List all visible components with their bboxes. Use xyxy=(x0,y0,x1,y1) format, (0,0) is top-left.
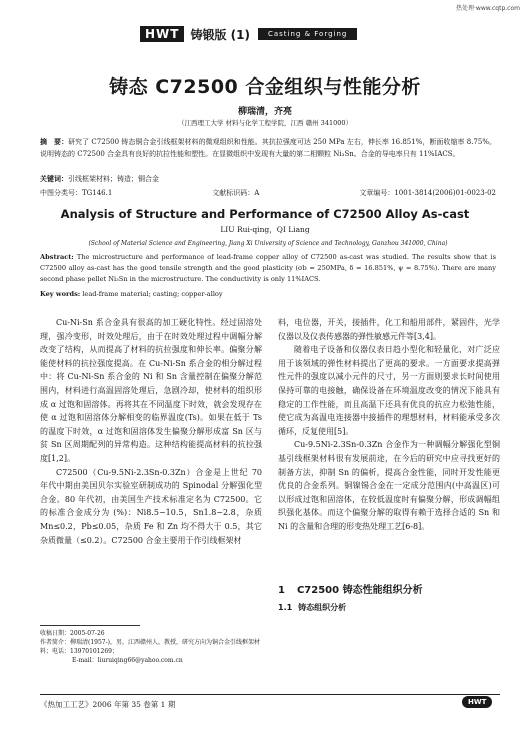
body-column-right xyxy=(278,316,500,534)
journal-logo: HWT xyxy=(140,26,184,42)
keywords-cn xyxy=(40,174,496,184)
abstract-en-label: Abstract: xyxy=(40,253,74,261)
author-bio: 作者简介：柳瑞清(1957-)，男，江西赣州人，教授，研究方向为铜合金引线框架材料；电话：13970101269； xyxy=(40,639,260,655)
abstract-cn xyxy=(40,136,496,160)
journal-citation: 《热加工工艺》2006 年第 35 卷第 1 期 xyxy=(40,700,176,709)
footnote-divider xyxy=(40,625,140,626)
abstract-cn-label: 摘 要： xyxy=(40,137,69,146)
section-name-en: Casting & Forging xyxy=(258,28,357,40)
keywords-en-text: lead-frame material; casting; copper-alloy xyxy=(82,290,223,298)
abstract-en xyxy=(40,252,496,285)
affiliation-en: (School of Material Science and Engineering, Jiang Xi University of Science and Technology, Ganzhou 341000, China) xyxy=(88,240,448,247)
article-title-cn: 铸态 C72500 合金组织与性能分析 xyxy=(109,76,421,98)
article-title-en: Analysis of Structure and Performance of C72500 Alloy As-cast xyxy=(60,207,470,221)
site-url: 热处理·www.cqtp.com xyxy=(456,5,520,12)
article-number: 文章编号：1001-3814(2006)01-0023-02 xyxy=(359,189,496,197)
page-logo-badge: HWT xyxy=(462,696,492,708)
body-paragraph: Cu-9.5Ni-2.3Sn-0.3Zn 合金作为一种调幅分解强化型铜基引线框架材料很有发展前途，在今后的研究中应寻找更好的制备方法，抑制 Sn 的偏析，提高合金性能，同时开发性能更优良的合金系列。铜镍锡合金在一定成分范围内(中高温区)可以形成过饱和固溶体，在较低温度时有偏聚分解，形成调幅组织强化基体。而这个偏聚分解的取得有赖于选择合适的 Sn 和 Ni 的含量和合理的形变热处理工艺[6-8]。 xyxy=(278,440,500,531)
section-name-cn: 铸锻版 (1) xyxy=(190,27,250,42)
footnote xyxy=(40,629,262,665)
affiliation-cn: （江西理工大学 材料与化学工程学院，江西 赣州 341000） xyxy=(177,119,352,127)
subsection-heading-1-1 xyxy=(278,602,346,613)
body-paragraph: 料，电位器，开关，接插件，化工和船用部件，紧固件，光学仪器以及仪表传感器的弹性敏感元件等[3,4]。 xyxy=(278,318,500,341)
section-heading-1 xyxy=(278,581,423,596)
subsection-number: 1.1 xyxy=(278,603,293,612)
body-paragraph: 随着电子设备和仪器仪表日趋小型化和轻量化，对广泛应用于该领域的弹性材料提出了更高的要求。一方面要求提高弹性元件的强度以减小元件的尺寸，另一方面则要求长时间使用保持可靠的电接触，确保设备在环境温度改变的情况下能具有稳定的工作性能，而且高温下还具有优良的抗应力松弛性能，使它成为高温电连接器中接插件的理想材料，材料能承受多次循环，反复使用[5]。 xyxy=(278,345,500,436)
subsection-title: 铸态组织分析 xyxy=(298,603,347,612)
keywords-cn-label: 关键词： xyxy=(40,174,68,183)
section-number: 1 xyxy=(278,585,285,596)
authors-cn: 柳瑞清，齐亮 xyxy=(237,107,292,117)
keywords-cn-text: 引线框架材料；铸造；铜合金 xyxy=(68,175,159,183)
author-email: E-mail：liuruiqing66@yahoo.com.cn xyxy=(72,657,183,664)
clc-number: 中图分类号：TG146.1 xyxy=(40,189,113,197)
classification-row xyxy=(40,188,496,198)
body-column-left xyxy=(40,316,262,547)
body-paragraph: Cu-Ni-Sn 系合金具有很高的加工硬化特性。经过固溶处理，强冷变形，时效处理后，由于在时效处理过程中调幅分解改变了结构，从而提高了材料的抗拉强度和伸长率。偏聚分解能使材料的抗拉强度提高。在 Cu-Ni-Sn 系合金的相分解过程中：将 Cu-Ni-Sn 系合金的 Ni 和 Sn 含量控制在偏聚分解范围内，材料进行高温固溶处理后，急剧冷却，使材料的组织形成 α 过饱和固溶体。再将其在不同温度下时效，就会发现存在使 α 过饱和固溶体分解相变的临界温度(Ts)。如果在低于 Ts 的温度下时效，α 过饱和固溶体发生偏聚分解形成富 Sn 区与贫 Sn 区周期配列的异常构造。这种结构能提高材料的抗拉强度[1,2]。 xyxy=(40,318,262,463)
document-code: 文献标识码：A xyxy=(212,189,260,197)
section-title: C72500 铸态性能组织分析 xyxy=(296,585,423,596)
footer-divider xyxy=(40,694,500,695)
abstract-cn-text: 研究了 C72500 铸态铜合金引线框架材料的微观组织和性能。其抗拉强度可达 250 MPa 左右，伸长率 16.851%，断面收缩率 8.75%。说明铸态的 C72500 合金具有良好的抗拉性能和塑性。在显微组织中发现有大量的第二相颗粒 Ni₃Sn。合金的导电率只有 11%IACS。 xyxy=(40,138,497,158)
body-paragraph: C72500（Cu-9.5Ni-2.3Sn-0.3Zn）合金是上世纪 70 年代中期由美国贝尔实验室研制成功的 Spinodal 分解强化型合金。80 年代初，由美国生产技术标准定名为 C72500。它的标准合金成分为 (%)：Ni8.5~10.5，Sn1.8~2.8，杂质 Mn≤0.2，Pb≤0.05，杂质 Fe 和 Zn 均不得大于 0.5，其它杂质微量（≤0.2）。C72500 合金主要用于作引线框架材 xyxy=(40,467,262,545)
keywords-en-label: Key words: xyxy=(40,290,81,298)
authors-en: LIU Rui-qing，QI Liang xyxy=(220,225,310,234)
received-date: 收稿日期：2005-07-26 xyxy=(40,630,105,637)
abstract-en-text: The microstructure and performance of lead-frame copper alloy of C72500 as-cast was studied. The results show that is C72500 alloy as-cast has the good tensile strength and the good plasticity (σb = 250MPa, δ = 16.851%, ψ = 8.75%). There are many second phase pellet Ni₃Sn in the microstructure. The conductivity is only 11%IACS. xyxy=(40,253,496,283)
keywords-en xyxy=(40,290,496,298)
section-banner xyxy=(140,24,357,44)
